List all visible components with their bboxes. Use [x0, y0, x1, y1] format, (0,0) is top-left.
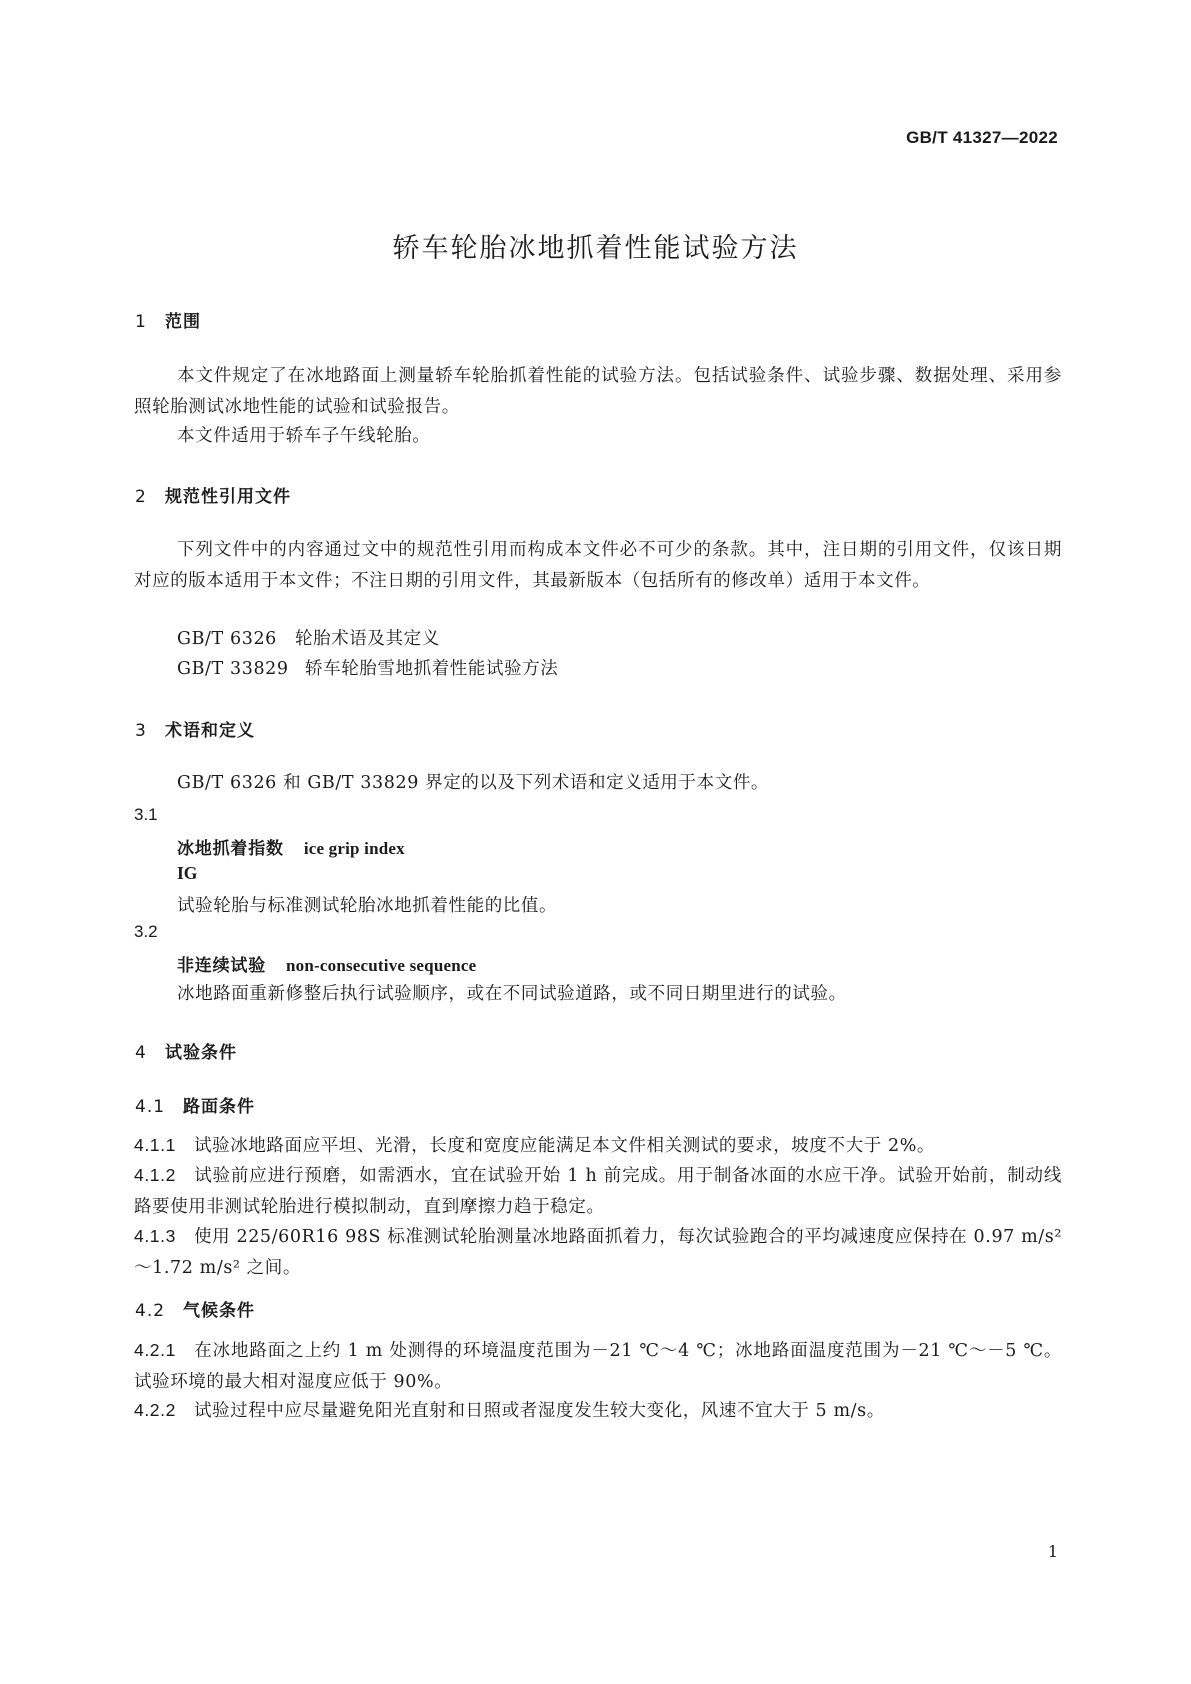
- term-definition: 冰地路面重新修整后执行试验顺序，或在不同试验道路，或不同日期里进行的试验。: [177, 984, 847, 1004]
- section-number: 3: [135, 721, 147, 741]
- clause-4-1-1: [134, 1130, 1062, 1162]
- section-1-paragraph-2: 本文件适用于轿车子午线轮胎。: [177, 426, 431, 446]
- subsection-4-1-heading: [135, 1092, 255, 1117]
- section-title: 术语和定义: [165, 721, 255, 741]
- section-title: 规范性引用文件: [165, 487, 291, 507]
- section-number: 4: [135, 1043, 147, 1063]
- term-chinese: 冰地抓着指数: [177, 839, 284, 859]
- clause-text: 试验过程中应尽量避免阳光直射和日照或者湿度发生较大变化，风速不宜大于 5 m/s。: [194, 1401, 885, 1421]
- term-number: 3.1: [134, 805, 158, 824]
- subsection-number: 4.1: [135, 1097, 166, 1117]
- clause-text: 试验冰地路面应平坦、光滑，长度和宽度应能满足本文件相关测试的要求，坡度不大于 2%。: [194, 1136, 936, 1156]
- normative-reference: [177, 655, 558, 680]
- section-3-heading: [135, 716, 255, 741]
- clause-4-1-2: [134, 1160, 1062, 1223]
- section-title: 试验条件: [165, 1043, 237, 1063]
- subsection-4-2-heading: [135, 1296, 255, 1321]
- clause-text: 使用 225/60R16 98S 标准测试轮胎测量冰地路面抓着力，每次试验跑合的平均减速度应保持在 0.97 m/s² ～1.72 m/s² 之间。: [134, 1227, 1062, 1278]
- clause-text: 在冰地路面之上约 1 m 处测得的环境温度范围为－21 ℃～4 ℃；冰地路面温度范围为－21 ℃～－5 ℃。试验环境的最大相对湿度应低于 90%。: [134, 1341, 1062, 1392]
- clause-number: 4.1.2: [134, 1165, 176, 1185]
- clause-number: 4.2.2: [134, 1400, 176, 1420]
- clause-4-2-2: [134, 1395, 1062, 1427]
- section-number: 1: [135, 312, 147, 332]
- standard-code: GB/T 41327—2022: [906, 128, 1058, 147]
- page-number: 1: [1047, 1542, 1058, 1561]
- document-title: 轿车轮胎冰地抓着性能试验方法: [392, 233, 799, 264]
- term-entry: [177, 834, 405, 859]
- clause-4-2-1: [134, 1335, 1062, 1398]
- reference-title: 轮胎术语及其定义: [295, 629, 440, 649]
- clause-number: 4.2.1: [134, 1340, 176, 1360]
- section-number: 2: [135, 487, 147, 507]
- section-2-paragraph-1: 下列文件中的内容通过文中的规范性引用而构成本文件必不可少的条款。其中，注日期的引用文件，仅该日期对应的版本适用于本文件；不注日期的引用文件，其最新版本（包括所有的修改单）适用于本文件。: [134, 540, 1062, 591]
- section-1-paragraph-1: 本文件规定了在冰地路面上测量轿车轮胎抓着性能的试验方法。包括试验条件、试验步骤、数据处理、采用参照轮胎测试冰地性能的试验和试验报告。: [134, 366, 1062, 417]
- subsection-number: 4.2: [135, 1301, 166, 1321]
- clause-number: 4.1.1: [134, 1135, 176, 1155]
- subsection-title: 气候条件: [183, 1301, 255, 1321]
- term-english: non-consecutive sequence: [286, 956, 477, 975]
- section-3-paragraph-1: GB/T 6326 和 GB/T 33829 界定的以及下列术语和定义适用于本文件。: [177, 773, 770, 793]
- term-english: ice grip index: [303, 839, 405, 858]
- term-number: 3.2: [134, 922, 158, 941]
- normative-reference: [177, 625, 440, 650]
- reference-code: GB/T 6326: [177, 629, 277, 649]
- term-definition: 试验轮胎与标准测试轮胎冰地抓着性能的比值。: [177, 896, 558, 916]
- clause-text: 试验前应进行预磨，如需洒水，宜在试验开始 1 h 前完成。用于制备冰面的水应干净。试验开始前，制动线路要使用非测试轮胎进行模拟制动，直到摩擦力趋于稳定。: [134, 1166, 1062, 1217]
- clause-4-1-3: [134, 1221, 1062, 1284]
- subsection-title: 路面条件: [183, 1097, 255, 1117]
- reference-code: GB/T 33829: [177, 659, 289, 679]
- term-abbreviation: IG: [177, 863, 198, 883]
- section-1-heading: [135, 307, 201, 332]
- term-chinese: 非连续试验: [177, 956, 266, 976]
- section-2-heading: [135, 482, 291, 507]
- term-entry: [177, 951, 476, 976]
- section-title: 范围: [165, 312, 201, 332]
- section-4-heading: [135, 1038, 237, 1063]
- clause-number: 4.1.3: [134, 1226, 176, 1246]
- reference-title: 轿车轮胎雪地抓着性能试验方法: [305, 659, 559, 679]
